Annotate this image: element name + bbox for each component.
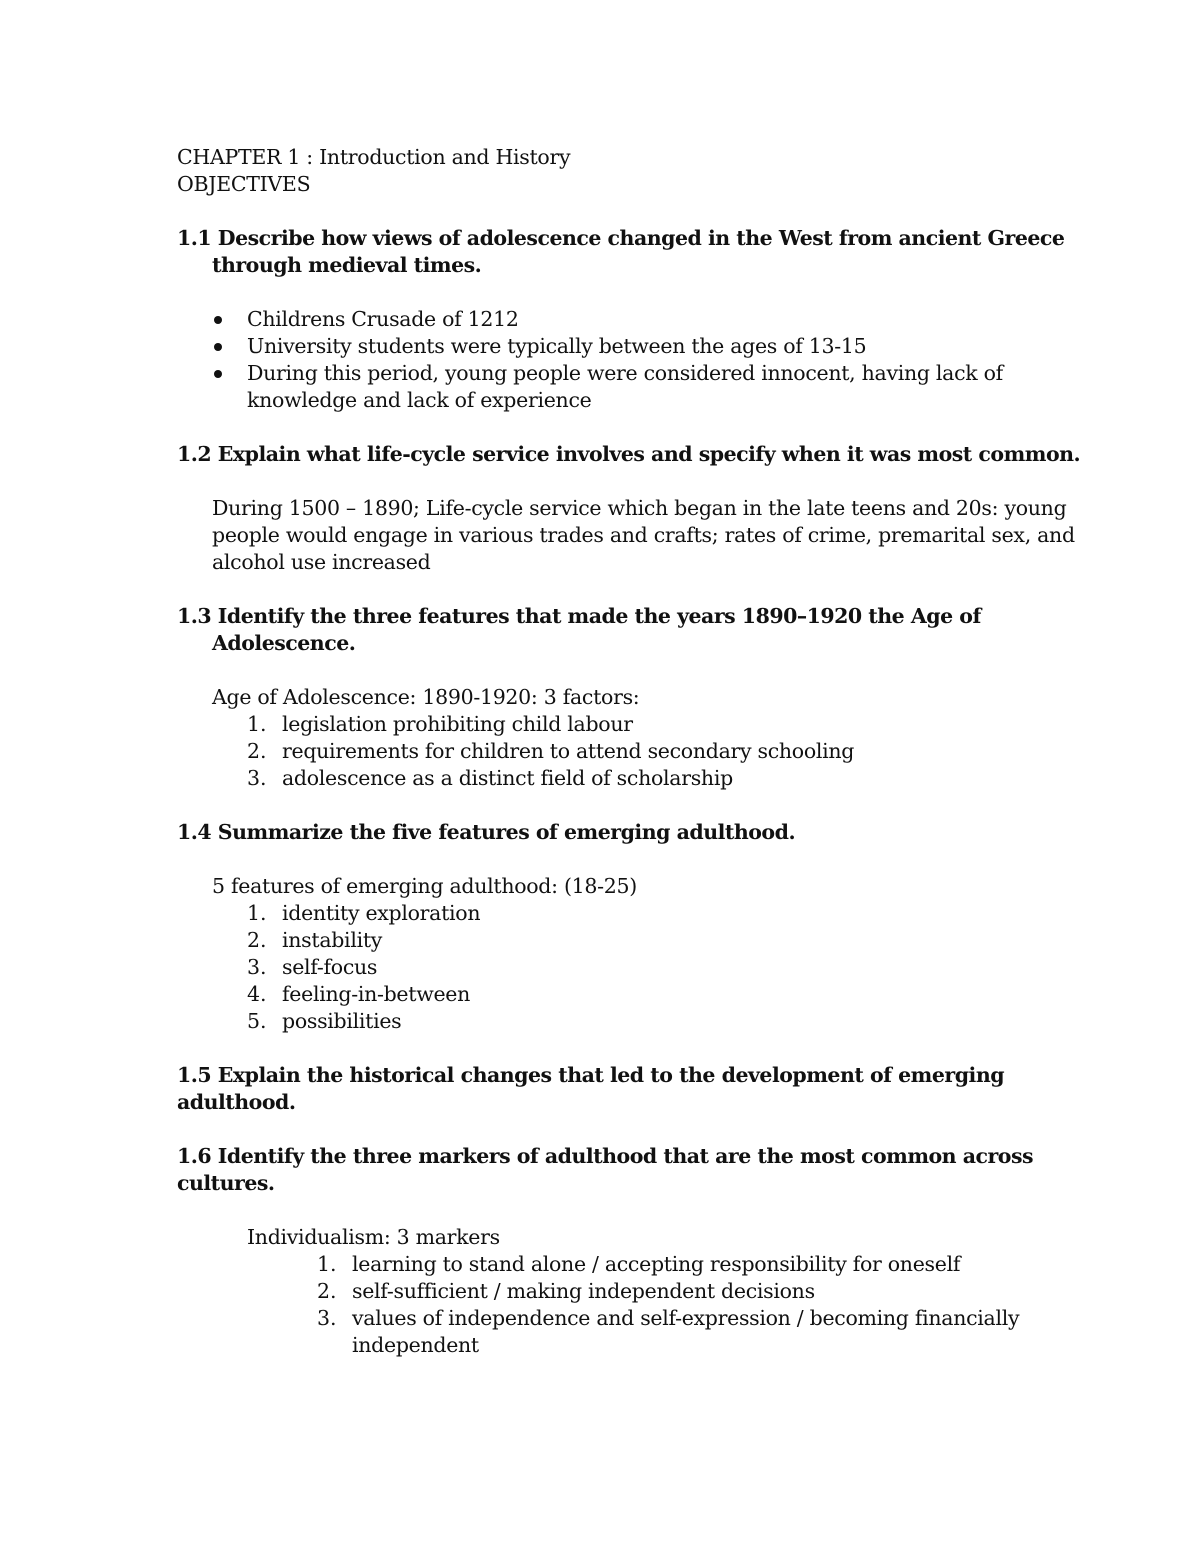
objective-1-4-intro: 5 features of emerging adulthood: (18-25): [212, 874, 637, 898]
objective-1-1-bullet: University students were typically between the ages of 13-15: [247, 334, 867, 358]
objective-1-5-heading: 1.5 Explain the historical changes that led to the development of emerging: [177, 1063, 1005, 1087]
objective-1-6-heading-cont: cultures.: [177, 1171, 275, 1195]
list-item: instability: [282, 928, 383, 952]
objective-1-2-paragraph: people would engage in various trades and crafts; rates of crime, premarital sex, and: [212, 523, 1075, 547]
list-item: adolescence as a distinct field of scholarship: [282, 766, 733, 790]
list-number: 2.: [317, 1279, 337, 1303]
objective-1-3-intro: Age of Adolescence: 1890-1920: 3 factors:: [212, 685, 640, 709]
list-item: feeling-in-between: [282, 982, 471, 1006]
list-number: 5.: [247, 1009, 267, 1033]
bullet-icon: [214, 316, 222, 324]
objective-1-5-heading-cont: adulthood.: [177, 1090, 296, 1114]
objective-1-2-paragraph: alcohol use increased: [212, 550, 431, 574]
chapter-title: CHAPTER 1 : Introduction and History: [177, 145, 571, 169]
list-number: 1.: [247, 901, 267, 925]
list-item: requirements for children to attend secondary schooling: [282, 739, 855, 763]
list-number: 3.: [247, 766, 267, 790]
objective-1-4-heading: 1.4 Summarize the five features of emerging adulthood.: [177, 820, 796, 844]
objective-1-6-heading: 1.6 Identify the three markers of adulthood that are the most common across: [177, 1144, 1034, 1168]
objective-1-1-bullet-cont: knowledge and lack of experience: [247, 388, 592, 412]
list-item: possibilities: [282, 1009, 402, 1033]
objective-1-1-heading: 1.1 Describe how views of adolescence changed in the West from ancient Greece: [177, 226, 1065, 250]
list-number: 2.: [247, 928, 267, 952]
list-number: 4.: [247, 982, 267, 1006]
objective-1-3-heading-cont: Adolescence.: [212, 631, 356, 655]
list-number: 1.: [317, 1252, 337, 1276]
objective-1-1-bullet: Childrens Crusade of 1212: [247, 307, 519, 331]
objective-1-1-heading-cont: through medieval times.: [212, 253, 482, 277]
objective-1-3-heading: 1.3 Identify the three features that made the years 1890–1920 the Age of: [177, 604, 981, 628]
list-item: identity exploration: [282, 901, 481, 925]
list-item: self-sufficient / making independent decisions: [352, 1279, 815, 1303]
list-number: 3.: [247, 955, 267, 979]
bullet-icon: [214, 370, 222, 378]
bullet-icon: [214, 343, 222, 351]
list-item: self-focus: [282, 955, 378, 979]
list-number: 2.: [247, 739, 267, 763]
objective-1-2-heading: 1.2 Explain what life-cycle service involves and specify when it was most common.: [177, 442, 1081, 466]
objectives-heading: OBJECTIVES: [177, 172, 311, 196]
list-item: values of independence and self-expression / becoming financially: [352, 1306, 1020, 1330]
list-item-cont: independent: [352, 1333, 479, 1357]
objective-1-1-bullet: During this period, young people were considered innocent, having lack of: [247, 361, 1003, 385]
list-item: legislation prohibiting child labour: [282, 712, 633, 736]
objective-1-2-paragraph: During 1500 – 1890; Life-cycle service which began in the late teens and 20s: young: [212, 496, 1067, 520]
list-number: 3.: [317, 1306, 337, 1330]
objective-1-6-intro: Individualism: 3 markers: [247, 1225, 500, 1249]
list-number: 1.: [247, 712, 267, 736]
list-item: learning to stand alone / accepting responsibility for oneself: [352, 1252, 961, 1276]
